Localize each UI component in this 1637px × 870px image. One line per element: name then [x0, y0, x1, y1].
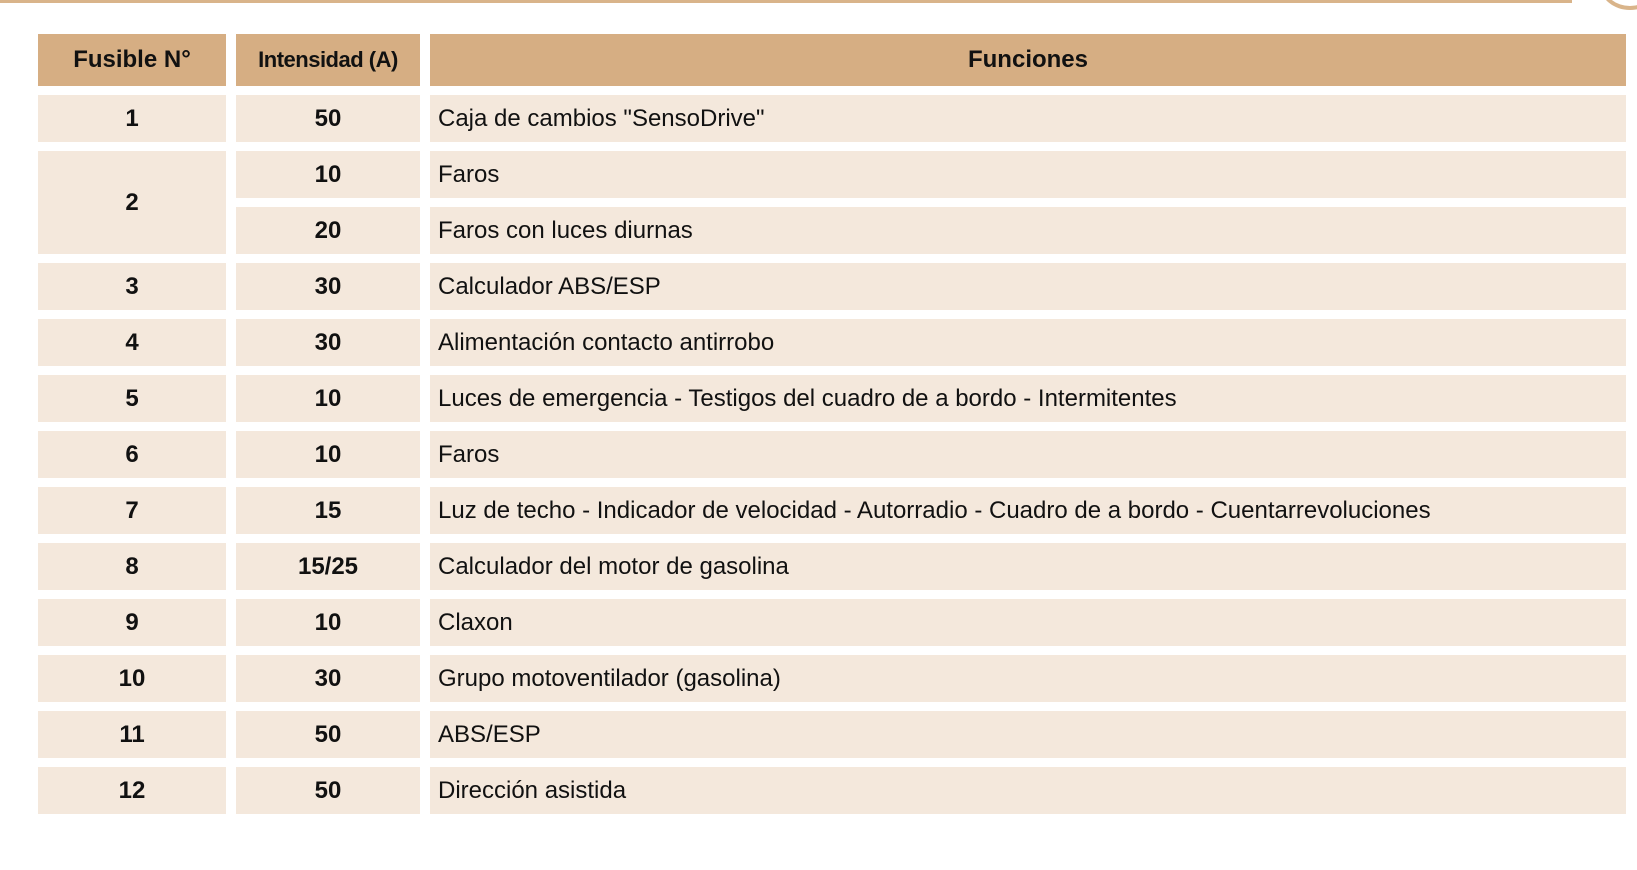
- fuse-number-cell: 9: [38, 599, 226, 646]
- corner-decoration: [1600, 0, 1637, 10]
- function-cell: Claxon: [430, 599, 1626, 646]
- function-cell: Faros con luces diurnas: [430, 207, 1626, 254]
- table-row: [38, 151, 1626, 198]
- intensity-cell: 50: [236, 767, 420, 814]
- intensity-cell: 15/25: [236, 543, 420, 590]
- function-cell: Calculador ABS/ESP: [430, 263, 1626, 310]
- function-cell: Calculador del motor de gasolina: [430, 543, 1626, 590]
- fuse-number-cell: 3: [38, 263, 226, 310]
- intensity-cell: 30: [236, 319, 420, 366]
- fuse-number-cell: 7: [38, 487, 226, 534]
- function-cell: Luces de emergencia - Testigos del cuadro de a bordo - Intermitentes: [430, 375, 1626, 422]
- header-functions: Funciones: [430, 34, 1626, 86]
- table-header-row: [38, 34, 1626, 86]
- function-cell: Luz de techo - Indicador de velocidad - Autorradio - Cuadro de a bordo - Cuentarrevoluciones: [430, 487, 1626, 534]
- table-row: [38, 711, 1626, 758]
- fuse-number-cell: 2: [38, 151, 226, 254]
- fuse-number-cell: 6: [38, 431, 226, 478]
- fuse-number-cell: 1: [38, 95, 226, 142]
- intensity-cell: 10: [236, 599, 420, 646]
- table-row: [38, 543, 1626, 590]
- table-row: [38, 95, 1626, 142]
- table-row: [38, 431, 1626, 478]
- function-cell: Dirección asistida: [430, 767, 1626, 814]
- fuse-number-cell: 11: [38, 711, 226, 758]
- table-row: [38, 599, 1626, 646]
- table-row: [38, 375, 1626, 422]
- function-cell: Faros: [430, 151, 1626, 198]
- intensity-cell: 30: [236, 263, 420, 310]
- fuse-number-cell: 10: [38, 655, 226, 702]
- fuse-number-cell: 12: [38, 767, 226, 814]
- intensity-cell: 20: [236, 207, 420, 254]
- header-intensity: Intensidad (A): [236, 34, 420, 86]
- intensity-cell: 10: [236, 431, 420, 478]
- function-cell: Caja de cambios "SensoDrive": [430, 95, 1626, 142]
- intensity-cell: 10: [236, 375, 420, 422]
- header-fuse-number: Fusible N°: [38, 34, 226, 86]
- table-row: [38, 263, 1626, 310]
- function-cell: ABS/ESP: [430, 711, 1626, 758]
- intensity-cell: 10: [236, 151, 420, 198]
- table-row: [38, 655, 1626, 702]
- function-cell: Grupo motoventilador (gasolina): [430, 655, 1626, 702]
- table-row: [38, 207, 1626, 254]
- fuse-number-cell: 5: [38, 375, 226, 422]
- intensity-cell: 15: [236, 487, 420, 534]
- intensity-cell: 50: [236, 711, 420, 758]
- table-row: [38, 487, 1626, 534]
- fuse-table: [28, 25, 1636, 823]
- intensity-cell: 50: [236, 95, 420, 142]
- function-cell: Faros: [430, 431, 1626, 478]
- table-row: [38, 767, 1626, 814]
- fuse-number-cell: 8: [38, 543, 226, 590]
- intensity-cell: 30: [236, 655, 420, 702]
- top-divider: [0, 0, 1572, 3]
- function-cell: Alimentación contacto antirrobo: [430, 319, 1626, 366]
- table-row: [38, 319, 1626, 366]
- fuse-number-cell: 4: [38, 319, 226, 366]
